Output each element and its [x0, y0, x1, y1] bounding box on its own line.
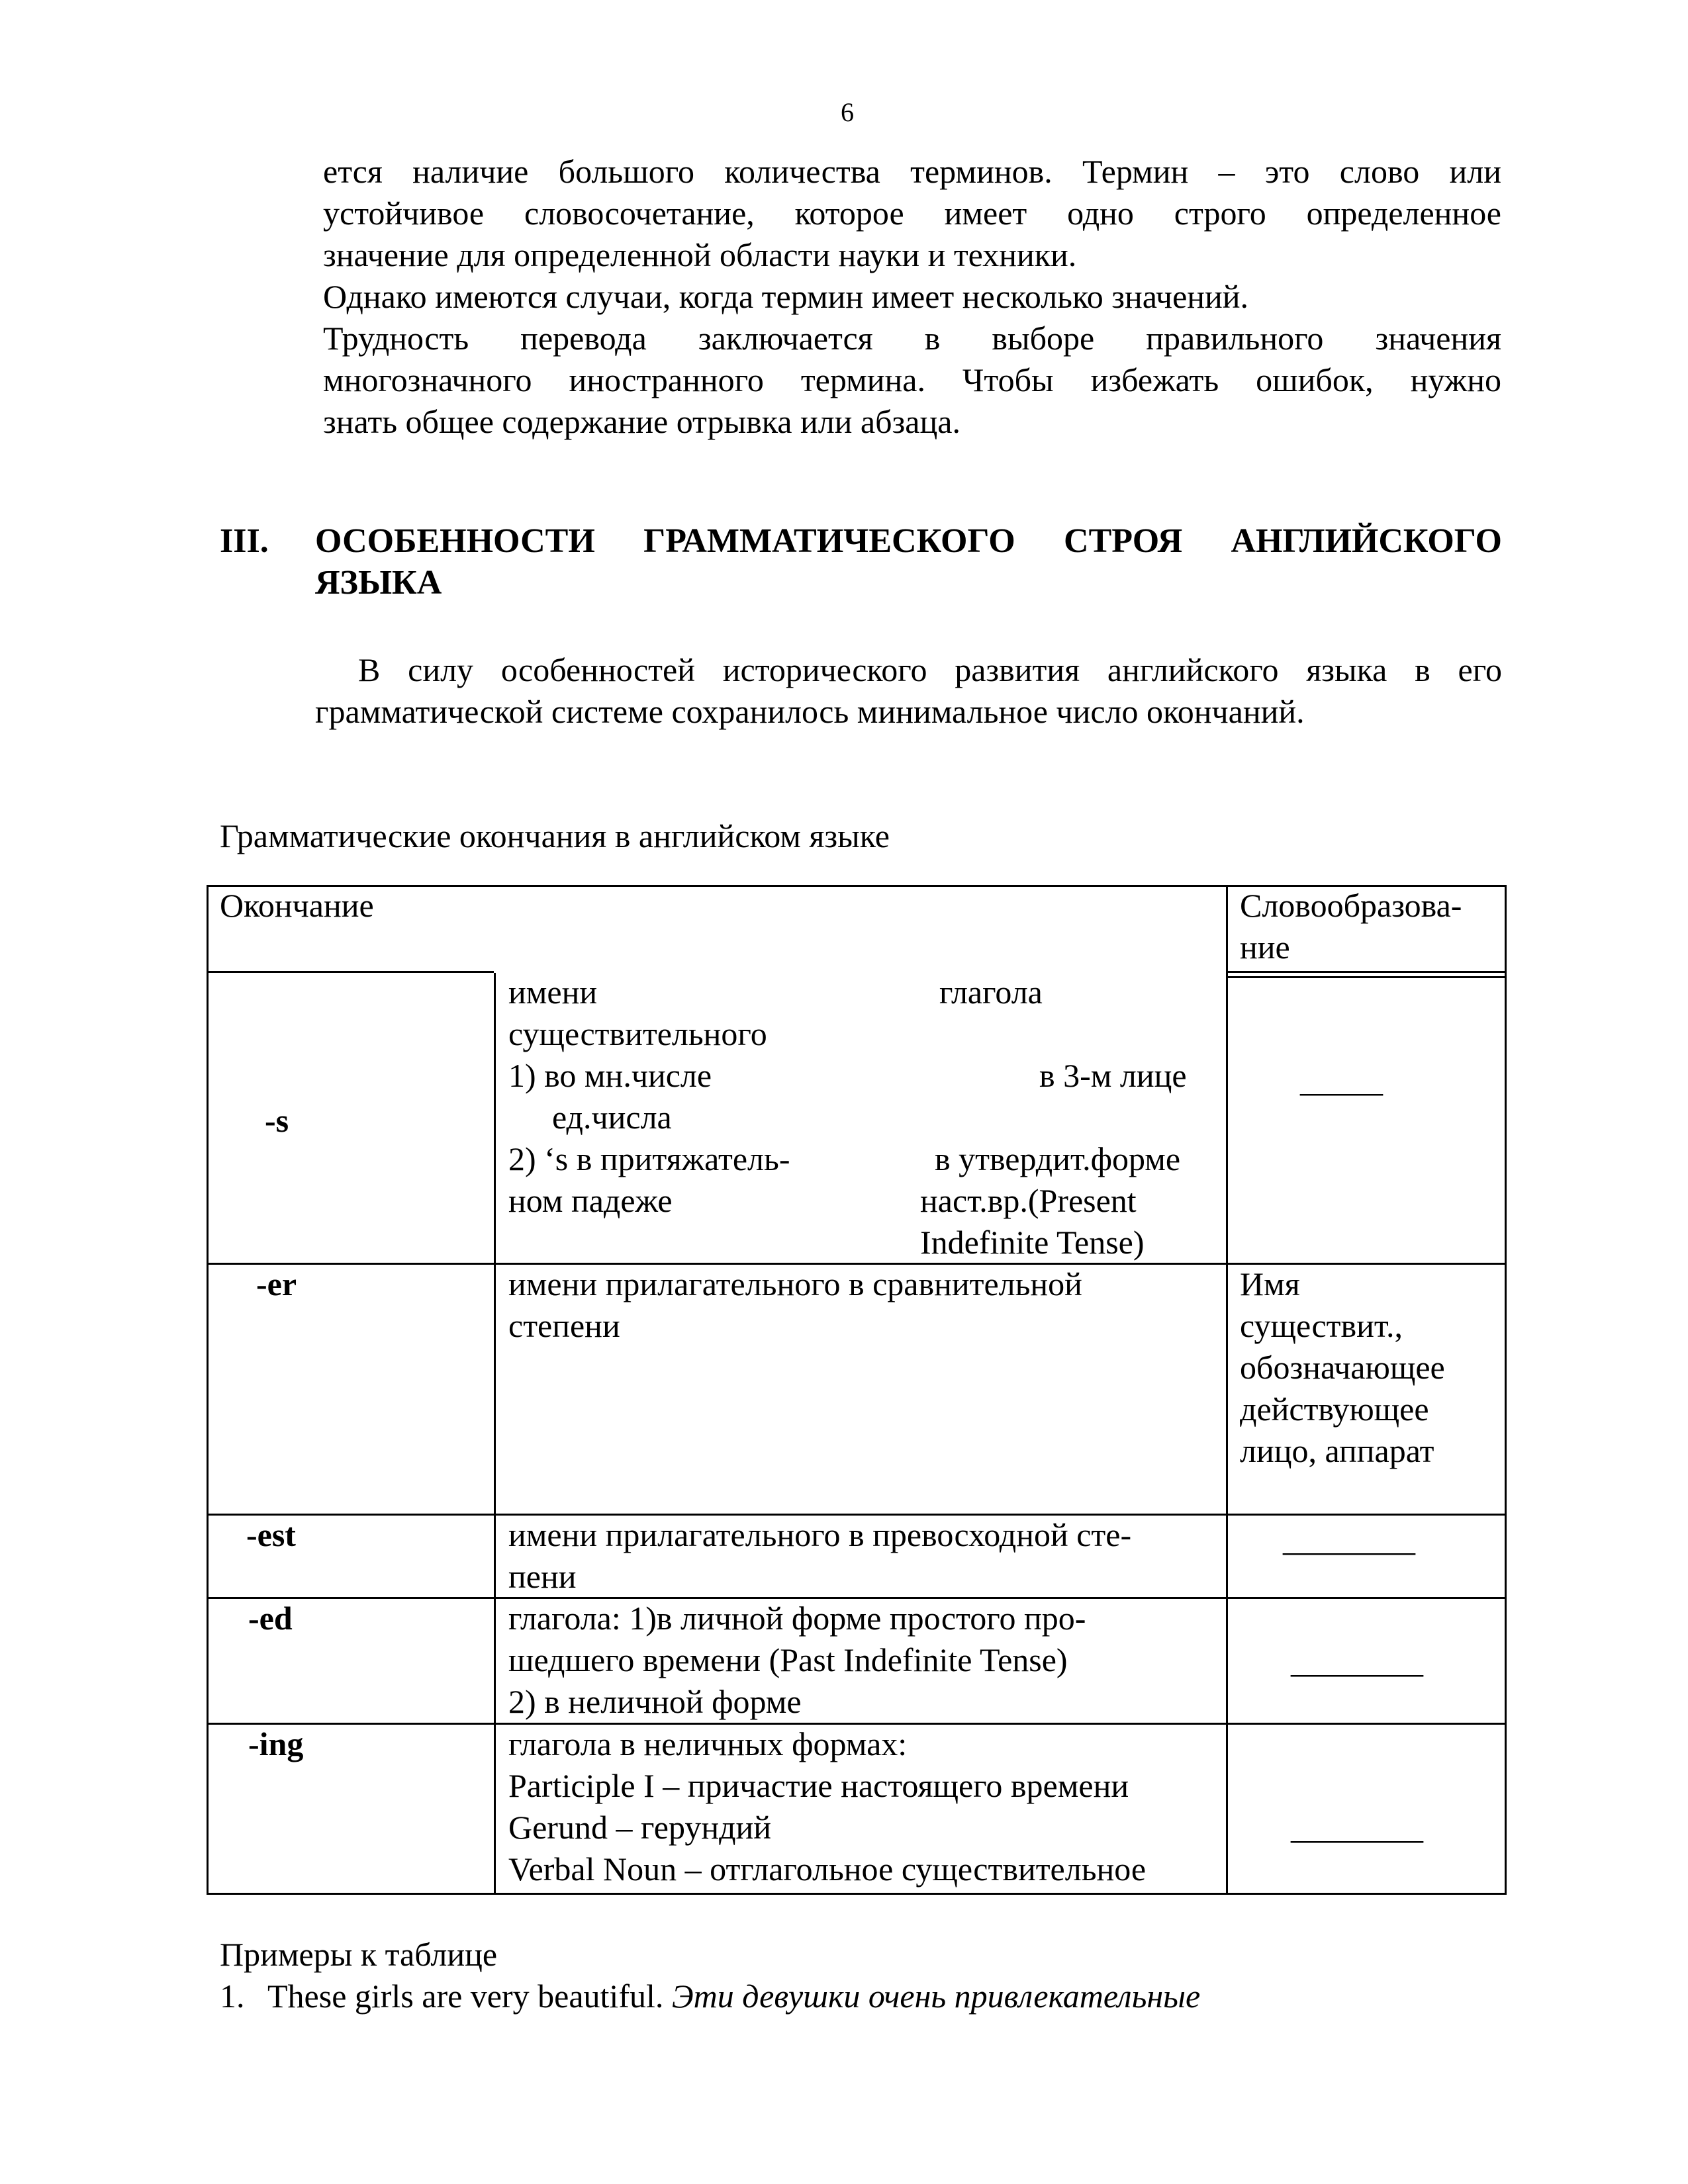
row-er-line: имени прилагательного в сравнительной — [508, 1265, 1082, 1302]
suffix-ed: -ed — [248, 1600, 293, 1637]
intro-line: устойчивое словосочетание, которое имеет одно строго определенное — [323, 195, 1501, 232]
suffix-er: -er — [256, 1265, 297, 1302]
row-er-description — [508, 1263, 1082, 1347]
row-est-word-formation: ________ — [1283, 1521, 1415, 1558]
table-border — [207, 885, 209, 1895]
suffix-ing: -ing — [248, 1725, 304, 1762]
header-word-formation-line: ние — [1240, 929, 1290, 966]
row-est-line: пени — [508, 1558, 577, 1595]
example-english: These girls are very beautiful. — [267, 1978, 664, 2015]
intro-paragraph — [323, 151, 1501, 443]
example-number: 1. — [220, 1978, 245, 2015]
row-ing-line: Participle I – причастие настоящего времени — [508, 1767, 1129, 1804]
intro-line: ется наличие большого количества терминов. Термин – это слово или — [323, 153, 1501, 190]
row-s-item2-verb: Indefinite Tense) — [920, 1224, 1145, 1261]
row-s-item2-noun: ном падеже — [508, 1182, 673, 1219]
table-border — [1226, 971, 1507, 973]
row-er-line: степени — [508, 1307, 620, 1344]
examples-heading: Примеры к таблице — [220, 1936, 498, 1973]
row-er-wf-line: существит., — [1240, 1307, 1403, 1344]
table-border — [1226, 885, 1228, 1895]
row-s-verb: глагола — [939, 974, 1043, 1011]
header-ending: Окончание — [220, 887, 374, 924]
row-er-wf-line: лицо, аппарат — [1240, 1432, 1434, 1469]
intro-line: многозначного иностранного термина. Чтобы избежать ошибок, нужно — [323, 361, 1501, 398]
table-border — [207, 1893, 1507, 1895]
section-number: III. — [220, 522, 269, 560]
row-er-wf-line: действующее — [1240, 1390, 1429, 1428]
table-border — [207, 971, 494, 973]
row-er-wf-line: Имя — [1240, 1265, 1300, 1302]
row-ing-word-formation: ________ — [1291, 1809, 1423, 1846]
page-number: 6 — [841, 97, 854, 127]
section-paragraph — [315, 649, 1502, 733]
table-border — [494, 973, 496, 1895]
example-item — [220, 1976, 1200, 2017]
row-s-item1-noun-cont: ед.числа — [552, 1099, 672, 1136]
suffix-est: -est — [246, 1516, 296, 1553]
row-est-line: имени прилагательного в превосходной сте- — [508, 1516, 1132, 1553]
row-est-description — [508, 1514, 1131, 1598]
row-ing-line: Gerund – герундий — [508, 1809, 772, 1846]
endings-table — [207, 885, 1507, 1895]
row-ed-word-formation: ________ — [1291, 1643, 1423, 1680]
row-ed-description — [508, 1598, 1086, 1723]
row-s-item2-noun: 2) ‘s в притяжатель- — [508, 1140, 790, 1177]
row-ed-line: 2) в неличной форме — [508, 1683, 802, 1720]
intro-line: Однако имеются случаи, когда термин имеет несколько значений. — [323, 278, 1249, 315]
suffix-s: -s — [265, 1102, 289, 1139]
paragraph-line: В силу особенностей исторического развития английского языка в его — [358, 651, 1502, 688]
paragraph-line: грамматической системе сохранилось минимальное число окончаний. — [315, 693, 1305, 730]
row-s-item2-verb: в утвердит.форме — [935, 1140, 1181, 1177]
row-ed-line: шедшего времени (Past Indefinite Tense) — [508, 1641, 1068, 1678]
header-word-formation-line: Словообразова- — [1240, 887, 1462, 924]
intro-line: значение для определенной области науки и техники. — [323, 236, 1077, 273]
row-s-item1-noun: 1) во мн.числе — [508, 1057, 712, 1094]
row-s-item2-verb: наст.вр.(Present — [920, 1182, 1137, 1219]
section-title-line: ЯЗЫКА — [315, 564, 442, 602]
table-border — [1505, 885, 1507, 1895]
section-title-line: ОСОБЕННОСТИ ГРАММАТИЧЕСКОГО СТРОЯ АНГЛИЙСКОГО — [315, 522, 1502, 560]
header-word-formation — [1240, 885, 1462, 968]
section-title — [315, 520, 1502, 604]
row-ed-line: глагола: 1)в личной форме простого про- — [508, 1600, 1086, 1637]
row-s-word-formation: _____ — [1300, 1062, 1383, 1099]
row-ing-line: Verbal Noun – отглагольное существительное — [508, 1850, 1147, 1888]
intro-line: знать общее содержание отрывка или абзаца. — [323, 403, 961, 440]
row-s-noun: существительного — [508, 1015, 767, 1052]
row-s-noun: имени — [508, 974, 598, 1011]
row-er-word-formation — [1240, 1263, 1445, 1472]
row-er-wf-line: обозначающее — [1240, 1349, 1445, 1386]
table-caption: Грамматические окончания в английском языке — [220, 817, 890, 854]
table-border — [1226, 976, 1507, 978]
row-s-item1-verb: в 3-м лице — [1039, 1057, 1187, 1094]
examples — [220, 1934, 1200, 2017]
row-ing-description — [508, 1723, 1146, 1890]
row-ing-line: глагола в неличных формах: — [508, 1725, 908, 1762]
example-russian: Эти девушки очень привлекательные — [671, 1978, 1201, 2015]
intro-line: Трудность перевода заключается в выборе правильного значения — [323, 320, 1501, 357]
